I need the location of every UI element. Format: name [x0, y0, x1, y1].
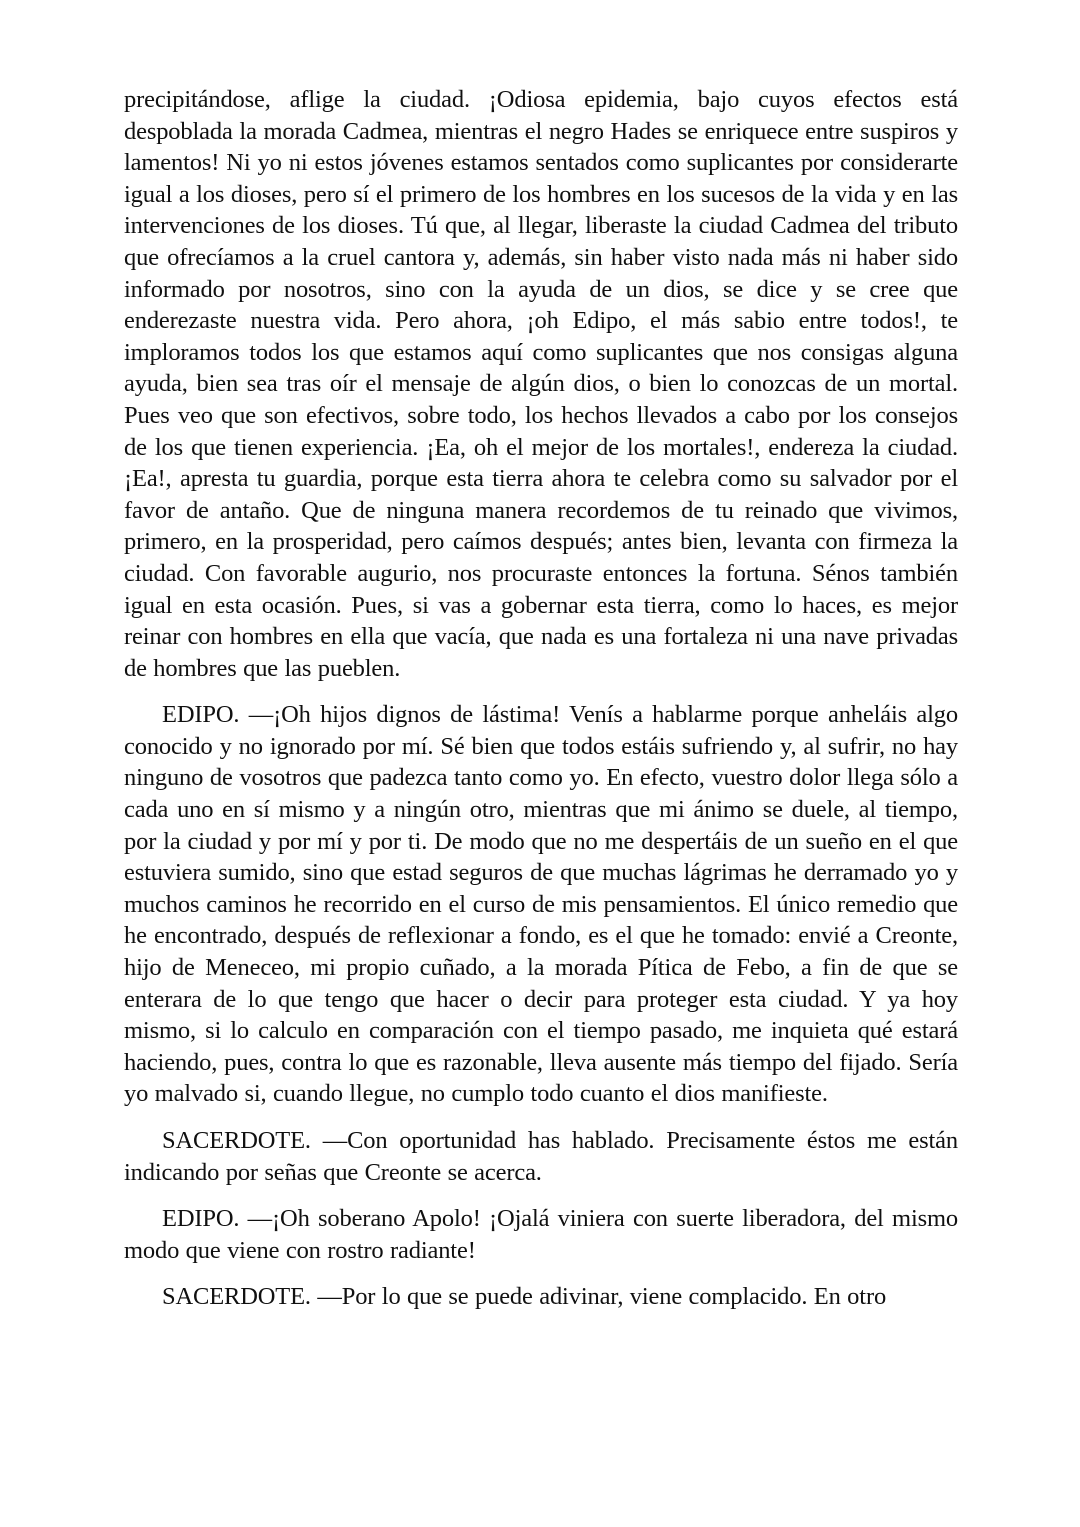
dialogue-sacerdote-1: SACERDOTE. —Con oportunidad has hablado. Precisamente éstos me están indicando por señas que Creonte se acerca.	[124, 1127, 958, 1186]
dialogue-edipo-1: EDIPO. —¡Oh hijos dignos de lástima! Venís a hablarme porque anheláis algo conocido y no ignorado por mí. Sé bien que todos estáis sufriendo y, al sufrir, no hay ninguno de vosotros que padezca tanto como yo. En efecto, vuestro dolor llega sólo a cada uno en sí mismo y a ningún otro, mientras que mi ánimo se duele, al tiempo, por la ciudad y por mí y por ti. De modo que no me despertáis de un sueño en el que estuviera sumido, sino que estad seguros de que muchas lágrimas he derramado yo y muchos caminos he recorrido en el curso de mis pensamientos. El único remedio que he encontrado, después de reflexionar a fondo, es el que he tomado: envié a Creonte, hijo de Meneceo, mi propio cuñado, a la morada Pítica de Febo, a fin de que se enterara de lo que tengo que hacer o decir para proteger esta ciudad. Y ya hoy mismo, si lo calculo en comparación con el tiempo pasado, me inquieta qué estará haciendo, pues, contra lo que es razonable, lleva ausente más tiempo del fijado. Sería yo malvado si, cuando llegue, no cumplo todo cuanto el dios manifieste.	[124, 701, 958, 1108]
paragraph-continuation-sacerdote: precipitándose, aflige la ciudad. ¡Odiosa epidemia, bajo cuyos efectos está despoblada la morada Cadmea, mientras el negro Hades se enriquece entre suspiros y lamentos! Ni yo ni estos jóvenes estamos sentados como suplicantes por considerarte igual a los dioses, pero sí el primero de los hombres en los sucesos de la vida y en las intervenciones de los dioses. Tú que, al llegar, liberaste la ciudad Cadmea del tributo que ofrecíamos a la cruel cantora y, además, sin haber visto nada más ni haber sido informado por nosotros, sino con la ayuda de un dios, se dice y se cree que enderezaste nuestra vida. Pero ahora, ¡oh Edipo, el más sabio entre todos!, te imploramos todos los que estamos aquí como suplicantes que nos consigas alguna ayuda, bien sea tras oír el mensaje de algún dios, o bien lo conozcas de un mortal. Pues veo que son efectivos, sobre todo, los hechos llevados a cabo por los consejos de los que tienen experiencia. ¡Ea, oh el mejor de los mortales!, endereza la ciudad. ¡Ea!, apresta tu guardia, porque esta tierra ahora te celebra como su salvador por el favor de antaño. Que de ninguna manera recordemos de tu reinado que vivimos, primero, en la prosperidad, pero caímos después; antes bien, levanta con firmeza la ciudad. Con favorable augurio, nos procuraste entonces la fortuna. Sénos también igual en esta ocasión. Pues, si vas a gobernar esta tierra, como lo haces, es mejor reinar con hombres en ella que vacía, que nada es una fortaleza ni una nave privadas de hombres que las pueblen.	[124, 86, 958, 682]
dialogue-edipo-2: EDIPO. —¡Oh soberano Apolo! ¡Ojalá viniera con suerte liberadora, del mismo modo que viene con rostro radiante!	[124, 1205, 958, 1264]
dialogue-sacerdote-2: SACERDOTE. —Por lo que se puede adivinar, viene complacido. En otro	[162, 1283, 887, 1311]
